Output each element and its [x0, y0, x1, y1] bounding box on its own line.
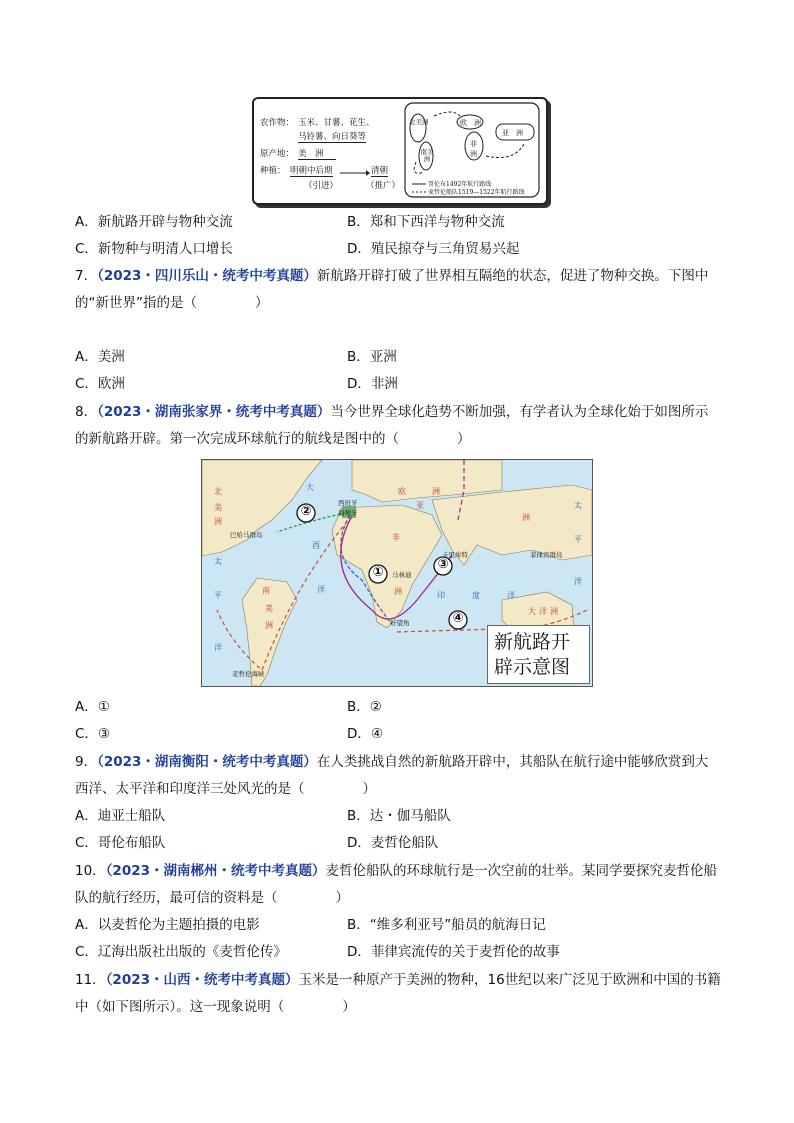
q7-option-d[interactable]: D．非洲 [347, 376, 398, 392]
marker-3: ③ [437, 557, 449, 572]
q8-option-c[interactable]: C．③ [75, 726, 111, 742]
label-na-2: 美 [214, 503, 222, 512]
marker-4: ④ [452, 611, 464, 626]
q9-option-b[interactable]: B．达・伽马船队 [347, 808, 451, 824]
q11-source: （2023・山西・统考中考真题） [105, 972, 299, 988]
q7-stem-line2 [75, 294, 269, 312]
label-pac-w-1: 太 [214, 557, 222, 566]
q8-text2b: ） [457, 431, 471, 447]
q10-number: 10． [75, 863, 106, 879]
place-philippines: 菲律宾群岛 [530, 551, 563, 559]
q7-text2a: 的“新世界”指的是（ [75, 295, 197, 311]
q10-option-c[interactable]: C．辽海出版社出版的《麦哲伦传》 [75, 944, 287, 960]
q8-text1: 当今世界全球化趋势不断加强，有学者认为全球化始于如图所示 [330, 404, 709, 420]
crop-exchange-figure [252, 97, 548, 205]
map-caption-line2: 辟示意图 [494, 656, 571, 678]
q7-text1: 新航路开辟打破了世界相互隔绝的状态，促进了物种交换。下图中 [316, 268, 709, 284]
q7-option-b[interactable]: B．亚洲 [347, 349, 397, 365]
label-ind-2: 度 [472, 591, 480, 600]
label-ind-1: 印 [437, 591, 445, 600]
map-caption [487, 625, 590, 684]
q8-option-d[interactable]: D．④ [347, 726, 383, 742]
q9-text1: 在人类挑战自然的新航路开辟中，其船队在航行途中能够欣赏到大 [316, 754, 709, 770]
label-atl-2: 西 [312, 541, 320, 550]
q7-text2b: ） [255, 295, 269, 311]
q9-option-c[interactable]: C．哥伦布船队 [75, 835, 166, 851]
q9-option-d[interactable]: D．麦哲伦船队 [347, 835, 439, 851]
q8-number: 8． [75, 404, 98, 420]
crops-label: 农作物： [260, 118, 295, 128]
q6-option-b[interactable]: B．郑和下西洋与物种交流 [347, 214, 505, 230]
label-as-2: 洲 [522, 513, 530, 522]
q9-text2a: 西洋、太平洋和印度洋三处风光的是（ [75, 781, 305, 797]
label-af-1: 非 [392, 533, 400, 542]
label-as-1: 亚 [416, 501, 424, 510]
q10-option-b[interactable]: B．“维多利亚号”船员的航海日记 [347, 917, 546, 933]
q9-text2b: ） [362, 781, 376, 797]
place-malindi: 马林迪 [392, 571, 412, 579]
origin-label: 原产地： [260, 149, 295, 159]
q8-text2a: 的新航路开辟。第一次完成环球航行的航线是图中的（ [75, 431, 399, 447]
q6-option-a[interactable]: A．新航路开辟与物种交流 [75, 214, 233, 230]
label-oceania: 大洋洲 [528, 607, 561, 616]
label-pac-e-2: 平 [574, 535, 582, 544]
q11-stem-line1 [75, 971, 721, 989]
q11-text2b: ） [342, 999, 356, 1015]
q7-option-c[interactable]: C．欧洲 [75, 376, 125, 392]
label-na-1: 北 [214, 487, 222, 496]
label-sa-3: 洲 [265, 621, 273, 630]
label-pac-e-1: 太 [574, 501, 582, 510]
label-pac-w-2: 平 [214, 591, 222, 600]
q10-text2a: 队的航行经历，最可信的资料是（ [75, 890, 278, 906]
map-caption-line1: 新航路开 [494, 631, 571, 653]
plant-promote: （推广） [366, 181, 401, 191]
map-europe: 欧 洲 [460, 119, 481, 127]
place-cape: 好望角 [390, 619, 410, 627]
plant-from: 明朝中后期 [290, 166, 333, 176]
label-sa-1: 南 [262, 586, 270, 595]
place-strait: 麦哲伦海峡 [232, 670, 265, 678]
q8-stem-line1 [75, 403, 708, 421]
place-spain: 西班牙 [338, 499, 358, 507]
map-north-america: 北美洲 [409, 118, 429, 126]
q11-number: 11． [75, 972, 106, 988]
q10-option-a[interactable]: A．以麦哲伦为主题拍摄的电影 [75, 917, 260, 933]
place-portugal: 葡萄牙 [338, 509, 358, 517]
q8-option-b[interactable]: B．② [347, 699, 382, 715]
label-sa-2: 美 [265, 604, 273, 613]
label-na-3: 洲 [214, 517, 222, 526]
map-south-america: 南美洲 [420, 148, 434, 163]
crops-line1: 玉米、甘薯、花生、 [298, 118, 375, 128]
label-atl-3: 洋 [317, 585, 325, 594]
q10-source: （2023・湖南郴州・统考中考真题） [105, 863, 326, 879]
q9-number: 9． [75, 754, 98, 770]
plant-label: 种植： [260, 166, 286, 176]
label-pac-e-3: 洋 [574, 577, 582, 586]
q11-text1: 玉米是一种原产于美洲的物种，16世纪以来广泛见于欧洲和中国的书籍 [298, 972, 721, 988]
q7-source: （2023・四川乐山・统考中考真题） [97, 268, 317, 284]
label-af-2: 洲 [394, 587, 402, 596]
marker-2: ② [300, 504, 312, 519]
q10-stem-line1 [75, 862, 717, 880]
plant-intro: （引进） [304, 181, 339, 191]
q8-stem-line2 [75, 430, 471, 448]
map-africa: 非洲 [470, 140, 477, 158]
label-pac-w-3: 洋 [214, 643, 222, 652]
q8-source: （2023・湖南张家界・统考中考真题） [97, 404, 331, 420]
marker-1: ① [372, 565, 384, 580]
q10-text2b: ） [335, 890, 349, 906]
label-eu-1: 欧 [398, 487, 406, 496]
new-sea-routes-map [201, 459, 593, 687]
legend-magellan: 麦哲伦船队1519—1522年航行路线 [428, 189, 525, 196]
origin-value: 美 洲 [298, 149, 336, 160]
q11-stem-line2 [75, 998, 356, 1016]
q9-stem-line2 [75, 780, 376, 798]
q7-option-a[interactable]: A．美洲 [75, 349, 125, 365]
q7-stem-line1 [75, 267, 708, 285]
legend-columbus: 哥伦布1492年航行路线 [428, 181, 492, 188]
map-asia: 亚 洲 [502, 129, 523, 137]
place-calicut: 卡里库特 [442, 551, 468, 559]
q10-text1: 麦哲伦船队的环球航行是一次空前的壮举。某同学要探究麦哲伦船 [325, 863, 718, 879]
place-bahamas: 巴哈马群岛 [230, 531, 263, 539]
label-ind-3: 洋 [507, 591, 515, 600]
q11-text2a: 中（如下图所示）。这一现象说明（ [75, 999, 285, 1015]
q7-number: 7． [75, 268, 98, 284]
q9-option-a[interactable]: A．迪亚士船队 [75, 808, 166, 824]
q9-source: （2023・湖南衡阳・统考中考真题） [97, 754, 317, 770]
q10-stem-line2 [75, 889, 349, 907]
crops-line2: 马铃薯、向日葵等 [298, 132, 367, 142]
q10-option-d[interactable]: D．菲律宾流传的关于麦哲伦的故事 [347, 944, 560, 960]
plant-to: 清朝 [371, 166, 389, 176]
label-atl-1: 大 [306, 483, 314, 492]
q9-stem-line1 [75, 753, 708, 771]
plant-arrow [340, 169, 370, 177]
q8-option-a[interactable]: A．① [75, 699, 110, 715]
q6-option-c[interactable]: C．新物种与明清人口增长 [75, 241, 233, 257]
q6-option-d[interactable]: D．殖民掠夺与三角贸易兴起 [347, 241, 520, 257]
label-eu-2: 洲 [432, 487, 440, 496]
